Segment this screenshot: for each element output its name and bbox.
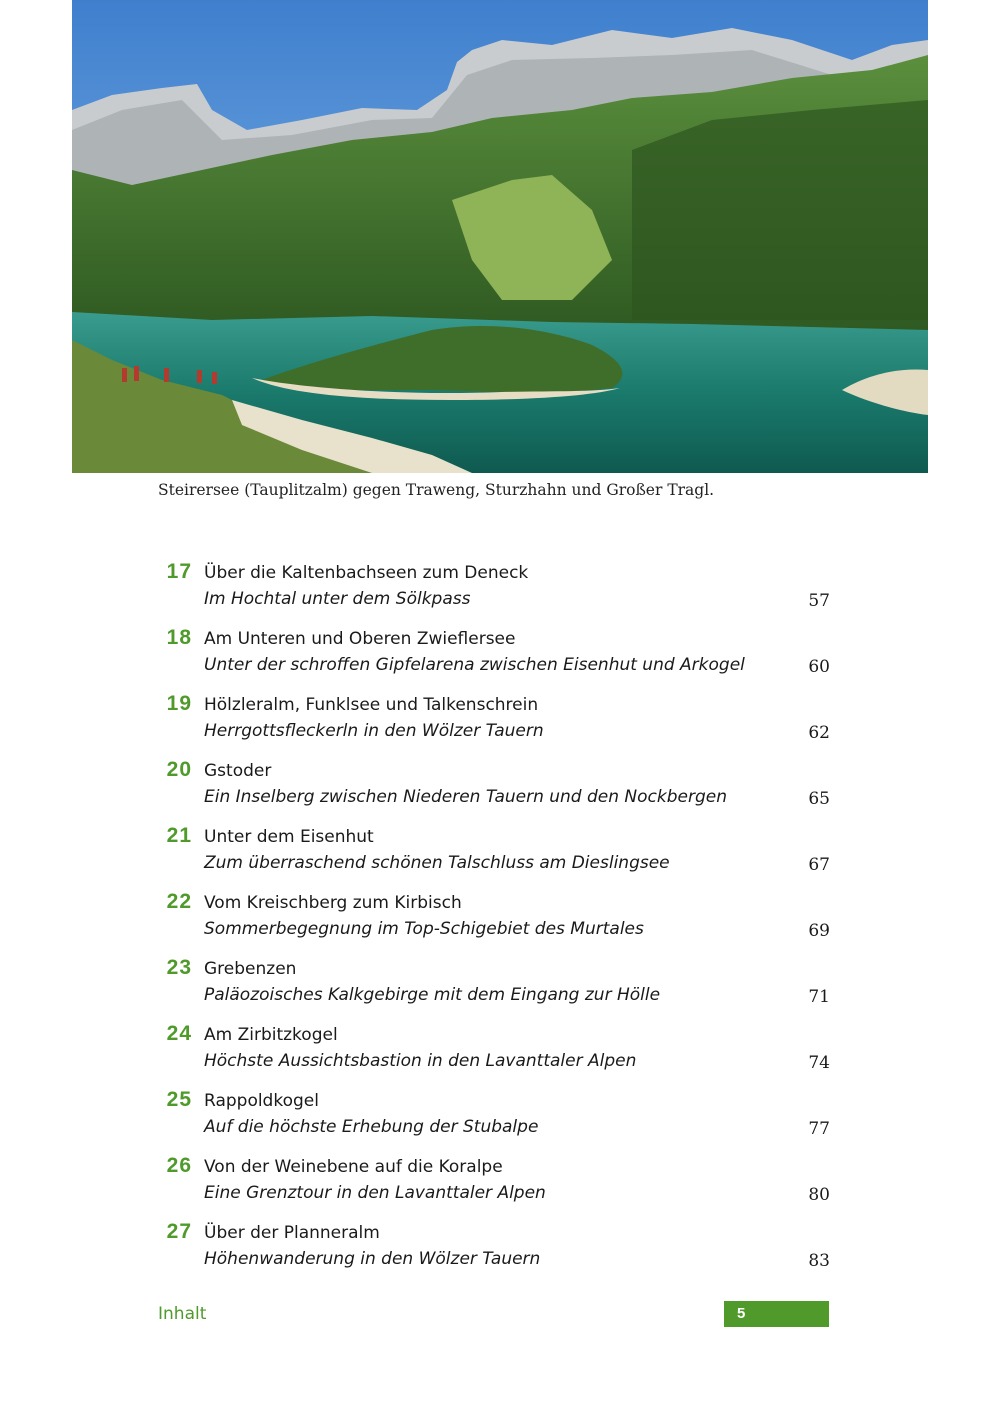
page-number: 67 [808, 855, 830, 875]
tour-number: 26 [166, 1154, 192, 1177]
tour-number: 20 [166, 758, 192, 781]
page-number: 80 [808, 1185, 830, 1205]
toc-entry[interactable] [150, 1022, 840, 1088]
page-number: 83 [808, 1251, 830, 1271]
toc-entry[interactable] [150, 560, 840, 626]
toc-entry[interactable] [150, 890, 840, 956]
page-number: 57 [808, 591, 830, 611]
page-number: 65 [808, 789, 830, 809]
toc-entry[interactable] [150, 626, 840, 692]
tour-number: 19 [166, 692, 192, 715]
tour-title: Von der Weinebene auf die Koralpe [204, 1157, 503, 1177]
photo-caption: Steirersee (Tauplitzalm) gegen Traweng, Sturzhahn und Großer Tragl. [158, 481, 715, 499]
toc-entry[interactable] [150, 1154, 840, 1220]
tour-number: 18 [166, 626, 192, 649]
tour-number: 23 [166, 956, 192, 979]
page-number: 77 [808, 1119, 830, 1139]
tour-subtitle: Im Hochtal unter dem Sölkpass [204, 589, 471, 609]
tour-subtitle: Höchste Aussichtsbastion in den Lavanttaler Alpen [204, 1051, 637, 1071]
tour-number: 17 [166, 560, 192, 583]
tour-title: Am Unteren und Oberen Zwieflersee [204, 629, 516, 649]
tour-subtitle: Paläozoisches Kalkgebirge mit dem Eingang zur Hölle [204, 985, 661, 1005]
tour-title: Grebenzen [204, 959, 297, 979]
tour-number: 27 [166, 1220, 192, 1243]
tour-title: Über der Planneralm [204, 1223, 380, 1243]
toc-entry[interactable] [150, 824, 840, 890]
tour-title: Unter dem Eisenhut [204, 827, 374, 847]
tour-subtitle: Zum überraschend schönen Talschluss am Dieslingsee [204, 853, 670, 873]
tour-subtitle: Höhenwanderung in den Wölzer Tauern [204, 1249, 541, 1269]
toc-entry[interactable] [150, 1220, 840, 1286]
tour-number: 24 [166, 1022, 192, 1045]
tour-title: Über die Kaltenbachseen zum Deneck [204, 563, 529, 583]
tour-number: 21 [166, 824, 192, 847]
toc-entry[interactable] [150, 692, 840, 758]
tour-subtitle: Unter der schroffen Gipfelarena zwischen Eisenhut und Arkogel [204, 655, 745, 675]
section-label: Inhalt [158, 1304, 207, 1324]
table-of-contents [150, 560, 840, 1286]
page-number: 71 [808, 987, 830, 1007]
tour-subtitle: Eine Grenztour in den Lavanttaler Alpen [204, 1183, 546, 1203]
tour-number: 25 [166, 1088, 192, 1111]
toc-entry[interactable] [150, 758, 840, 824]
tour-title: Rappoldkogel [204, 1091, 319, 1111]
tour-subtitle: Auf die höchste Erhebung der Stubalpe [204, 1117, 539, 1137]
page-number: 74 [808, 1053, 830, 1073]
page-number: 62 [808, 723, 830, 743]
page-number-box [724, 1301, 829, 1327]
tour-subtitle: Sommerbegegnung im Top-Schigebiet des Murtales [204, 919, 644, 939]
tour-title: Gstoder [204, 761, 272, 781]
tour-title: Am Zirbitzkogel [204, 1025, 338, 1045]
toc-entry[interactable] [150, 956, 840, 1022]
tour-subtitle: Herrgottsfleckerln in den Wölzer Tauern [204, 721, 544, 741]
page-number: 60 [808, 657, 830, 677]
landscape-photo [72, 0, 928, 473]
tour-title: Hölzleralm, Funklsee und Talkenschrein [204, 695, 539, 715]
toc-entry[interactable] [150, 1088, 840, 1154]
folio-number: 5 [737, 1305, 746, 1322]
tour-subtitle: Ein Inselberg zwischen Niederen Tauern und den Nockbergen [204, 787, 728, 807]
page-number: 69 [808, 921, 830, 941]
tour-title: Vom Kreischberg zum Kirbisch [204, 893, 462, 913]
tour-number: 22 [166, 890, 192, 913]
